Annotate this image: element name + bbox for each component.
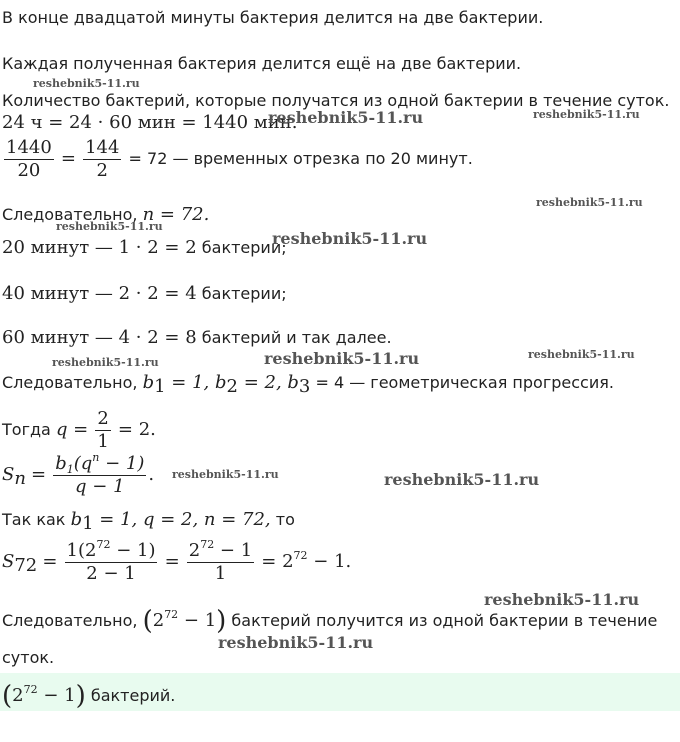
text-line-conclusion: Следовательно, $(2^{72} - 1)$ бактерий получится из одной бактерии в течение: [2, 606, 658, 636]
fraction-1440-20: $\frac{1440}{20}$: [6, 137, 52, 181]
text-line-2: Каждая полученная бактерия делится ещё на две бактерии.: [2, 54, 522, 73]
answer-box: [0, 673, 680, 711]
watermark-large: reshebnik5-11.ru: [384, 470, 540, 489]
watermark-small: reshebnik5-11.ru: [172, 468, 279, 481]
fraction-s72-second: $\frac{2^{72} - 1}{1}$: [188, 538, 253, 584]
watermark-large: reshebnik5-11.ru: [484, 590, 640, 609]
fraction-sum-formula: $\frac{b_1(q^n - 1)}{q - 1}$: [55, 451, 145, 497]
text-line-progression: Следовательно, $b_1 = 1$, $b_2 = 2$, $b_3 = 4$ — геометрическая прогрессия.: [2, 372, 614, 397]
answer-text: $(2^{72} - 1)$ бактерий.: [2, 681, 176, 711]
text-line-40min: 40 минут — 2 · 2 = 4 бактерии;: [2, 283, 287, 304]
math-line-ratio: Тогда q = $\frac{2}{1}$ = 2.: [2, 408, 156, 452]
text-line-60min: 60 минут — 4 · 2 = 8 бактерий и так далее.: [2, 327, 392, 348]
math-line-hours: 24 ч = 24 · 60 мин = 1440 мин.: [2, 112, 298, 133]
text-line-20min: 20 минут — 1 · 2 = 2 бактерии;: [2, 237, 287, 258]
text-line-days: суток.: [2, 648, 55, 667]
watermark-small: reshebnik5-11.ru: [536, 196, 643, 209]
watermark-small: reshebnik5-11.ru: [528, 348, 635, 361]
watermark-large: reshebnik5-11.ru: [272, 229, 428, 248]
math-line-s72: $S_{72}$ = $\frac{1(2^{72} - 1)}{2 - 1}$ = $\frac{2^{72} - 1}{1}$ = $2^{72} - 1$.: [2, 538, 352, 584]
text-line-n: Следовательно, n = 72.: [2, 204, 210, 225]
fraction-2-1: $\frac{2}{1}$: [97, 408, 109, 452]
math-line-fraction: $\frac{1440}{20}$ = $\frac{144}{2}$ = 72 — временных отрезка по 20 минут.: [6, 137, 473, 181]
watermark-small: reshebnik5-11.ru: [52, 356, 159, 369]
math-line-sum-formula: $S_n$ = $\frac{b_1(q^n - 1)}{q - 1}$ .: [2, 451, 155, 497]
text-line-given: Так как $b_1 = 1$, q = 2, n = 72, то: [2, 509, 295, 534]
watermark-small: reshebnik5-11.ru: [56, 220, 163, 233]
watermark-large: reshebnik5-11.ru: [264, 349, 420, 368]
watermark-large: reshebnik5-11.ru: [268, 108, 424, 127]
text-line-3: Количество бактерий, которые получатся из одной бактерии в течение суток.: [2, 91, 670, 110]
watermark-large: reshebnik5-11.ru: [218, 633, 374, 652]
fraction-144-2: $\frac{144}{2}$: [85, 137, 120, 181]
fraction-s72-first: $\frac{1(2^{72} - 1)}{2 - 1}$: [66, 538, 156, 584]
watermark-small: reshebnik5-11.ru: [33, 77, 140, 90]
text-line-1: В конце двадцатой минуты бактерия делится на две бактерии.: [2, 8, 544, 27]
watermark-small: reshebnik5-11.ru: [533, 108, 640, 121]
